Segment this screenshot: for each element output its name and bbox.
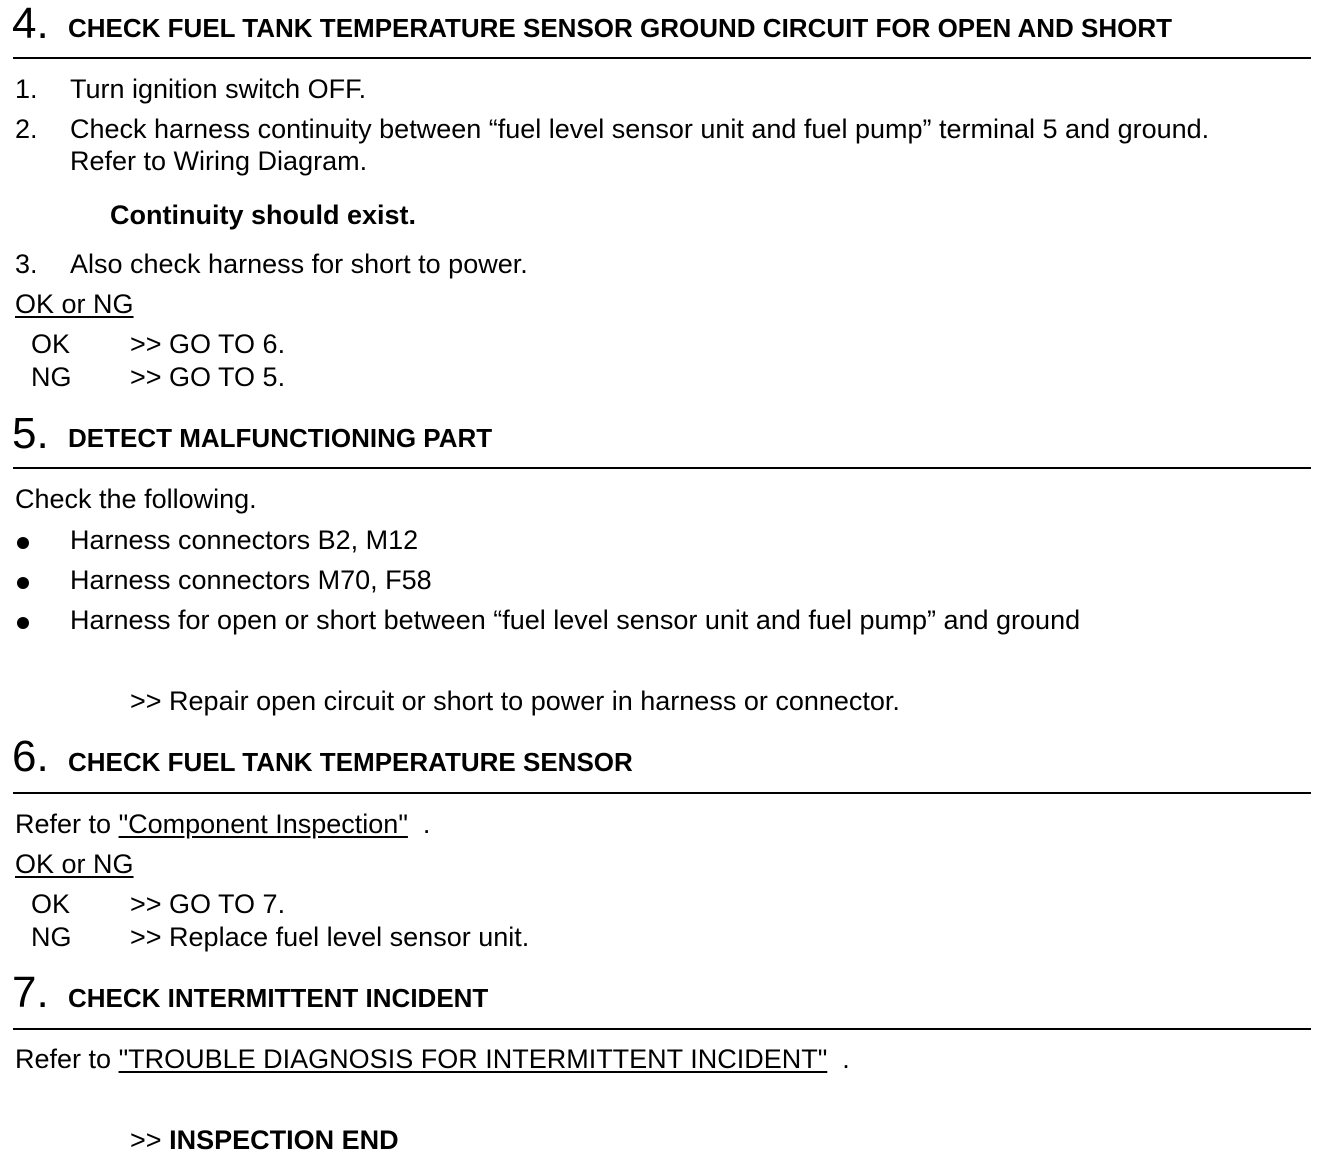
step-7-divider [13,1028,1311,1030]
step-4-item-3-number: 3. [15,249,38,279]
step-4-item-2-number: 2. [15,114,38,144]
step-7-number: 7. [12,968,49,1017]
refer-suffix: . [422,809,431,839]
refer-prefix: Refer to [15,1044,112,1074]
step-7-title: CHECK INTERMITTENT INCIDENT [68,983,489,1013]
step-6-result-ng-action: >> Replace fuel level sensor unit. [130,922,530,952]
step-4-note: Continuity should exist. [110,200,417,230]
step-6-divider [13,792,1311,794]
inspection-end-label: INSPECTION END [169,1125,399,1155]
step-4-title: CHECK FUEL TANK TEMPERATURE SENSOR GROUND CIRCUIT FOR OPEN AND SHORT [68,13,1173,43]
step-6-reference [15,808,430,840]
step-6-ok-or-ng: OK or NG [15,849,134,879]
refer-suffix: . [842,1044,850,1074]
step-5-bullet-1: Harness connectors B2, M12 [70,525,419,555]
step-4-item-1-text: Turn ignition switch OFF. [70,74,367,104]
step-4-number: 4. [12,0,49,48]
step-5-divider [13,467,1311,469]
step-4-result-ng-label: NG [31,362,72,392]
step-4-result-ok-label: OK [31,329,71,359]
step-7-reference [15,1043,850,1075]
step-4-item-2-text: Check harness continuity between “fuel level sensor unit and fuel pump” terminal 5 and ground. [70,114,1210,144]
step-5-title: DETECT MALFUNCTIONING PART [68,423,493,453]
step-5-intro: Check the following. [15,484,257,514]
step-6-title: CHECK FUEL TANK TEMPERATURE SENSOR [68,747,633,777]
step-5-action: >> Repair open circuit or short to power in harness or connector. [130,686,900,716]
bullet-icon [17,617,29,629]
step-6-number: 6. [12,732,49,781]
step-5-number: 5. [12,409,49,458]
step-5-bullet-2: Harness connectors M70, F58 [70,565,432,595]
step-4-item-1-number: 1. [15,74,38,104]
step-4-divider [13,57,1311,59]
step-6-result-ng-label: NG [31,922,72,952]
step-5-bullet-3: Harness for open or short between “fuel level sensor unit and fuel pump” and ground [70,605,1081,635]
component-inspection-link[interactable]: "Component Inspection" [118,809,408,839]
step-4-item-2-text-line-2: Refer to Wiring Diagram. [70,146,368,176]
step-7-end [130,1124,399,1156]
step-6-result-ok-action: >> GO TO 7. [130,889,286,919]
bullet-icon [17,537,29,549]
step-4-result-ng-action: >> GO TO 5. [130,362,286,392]
step-6-result-ok-label: OK [31,889,71,919]
step-4-ok-or-ng: OK or NG [15,289,134,319]
step-4-item-3-text: Also check harness for short to power. [70,249,528,279]
refer-prefix: Refer to [15,809,112,839]
bullet-icon [17,577,29,589]
end-prefix: >> [130,1125,162,1155]
trouble-diagnosis-link[interactable]: "TROUBLE DIAGNOSIS FOR INTERMITTENT INCIDENT" [118,1044,828,1074]
step-4-result-ok-action: >> GO TO 6. [130,329,286,359]
